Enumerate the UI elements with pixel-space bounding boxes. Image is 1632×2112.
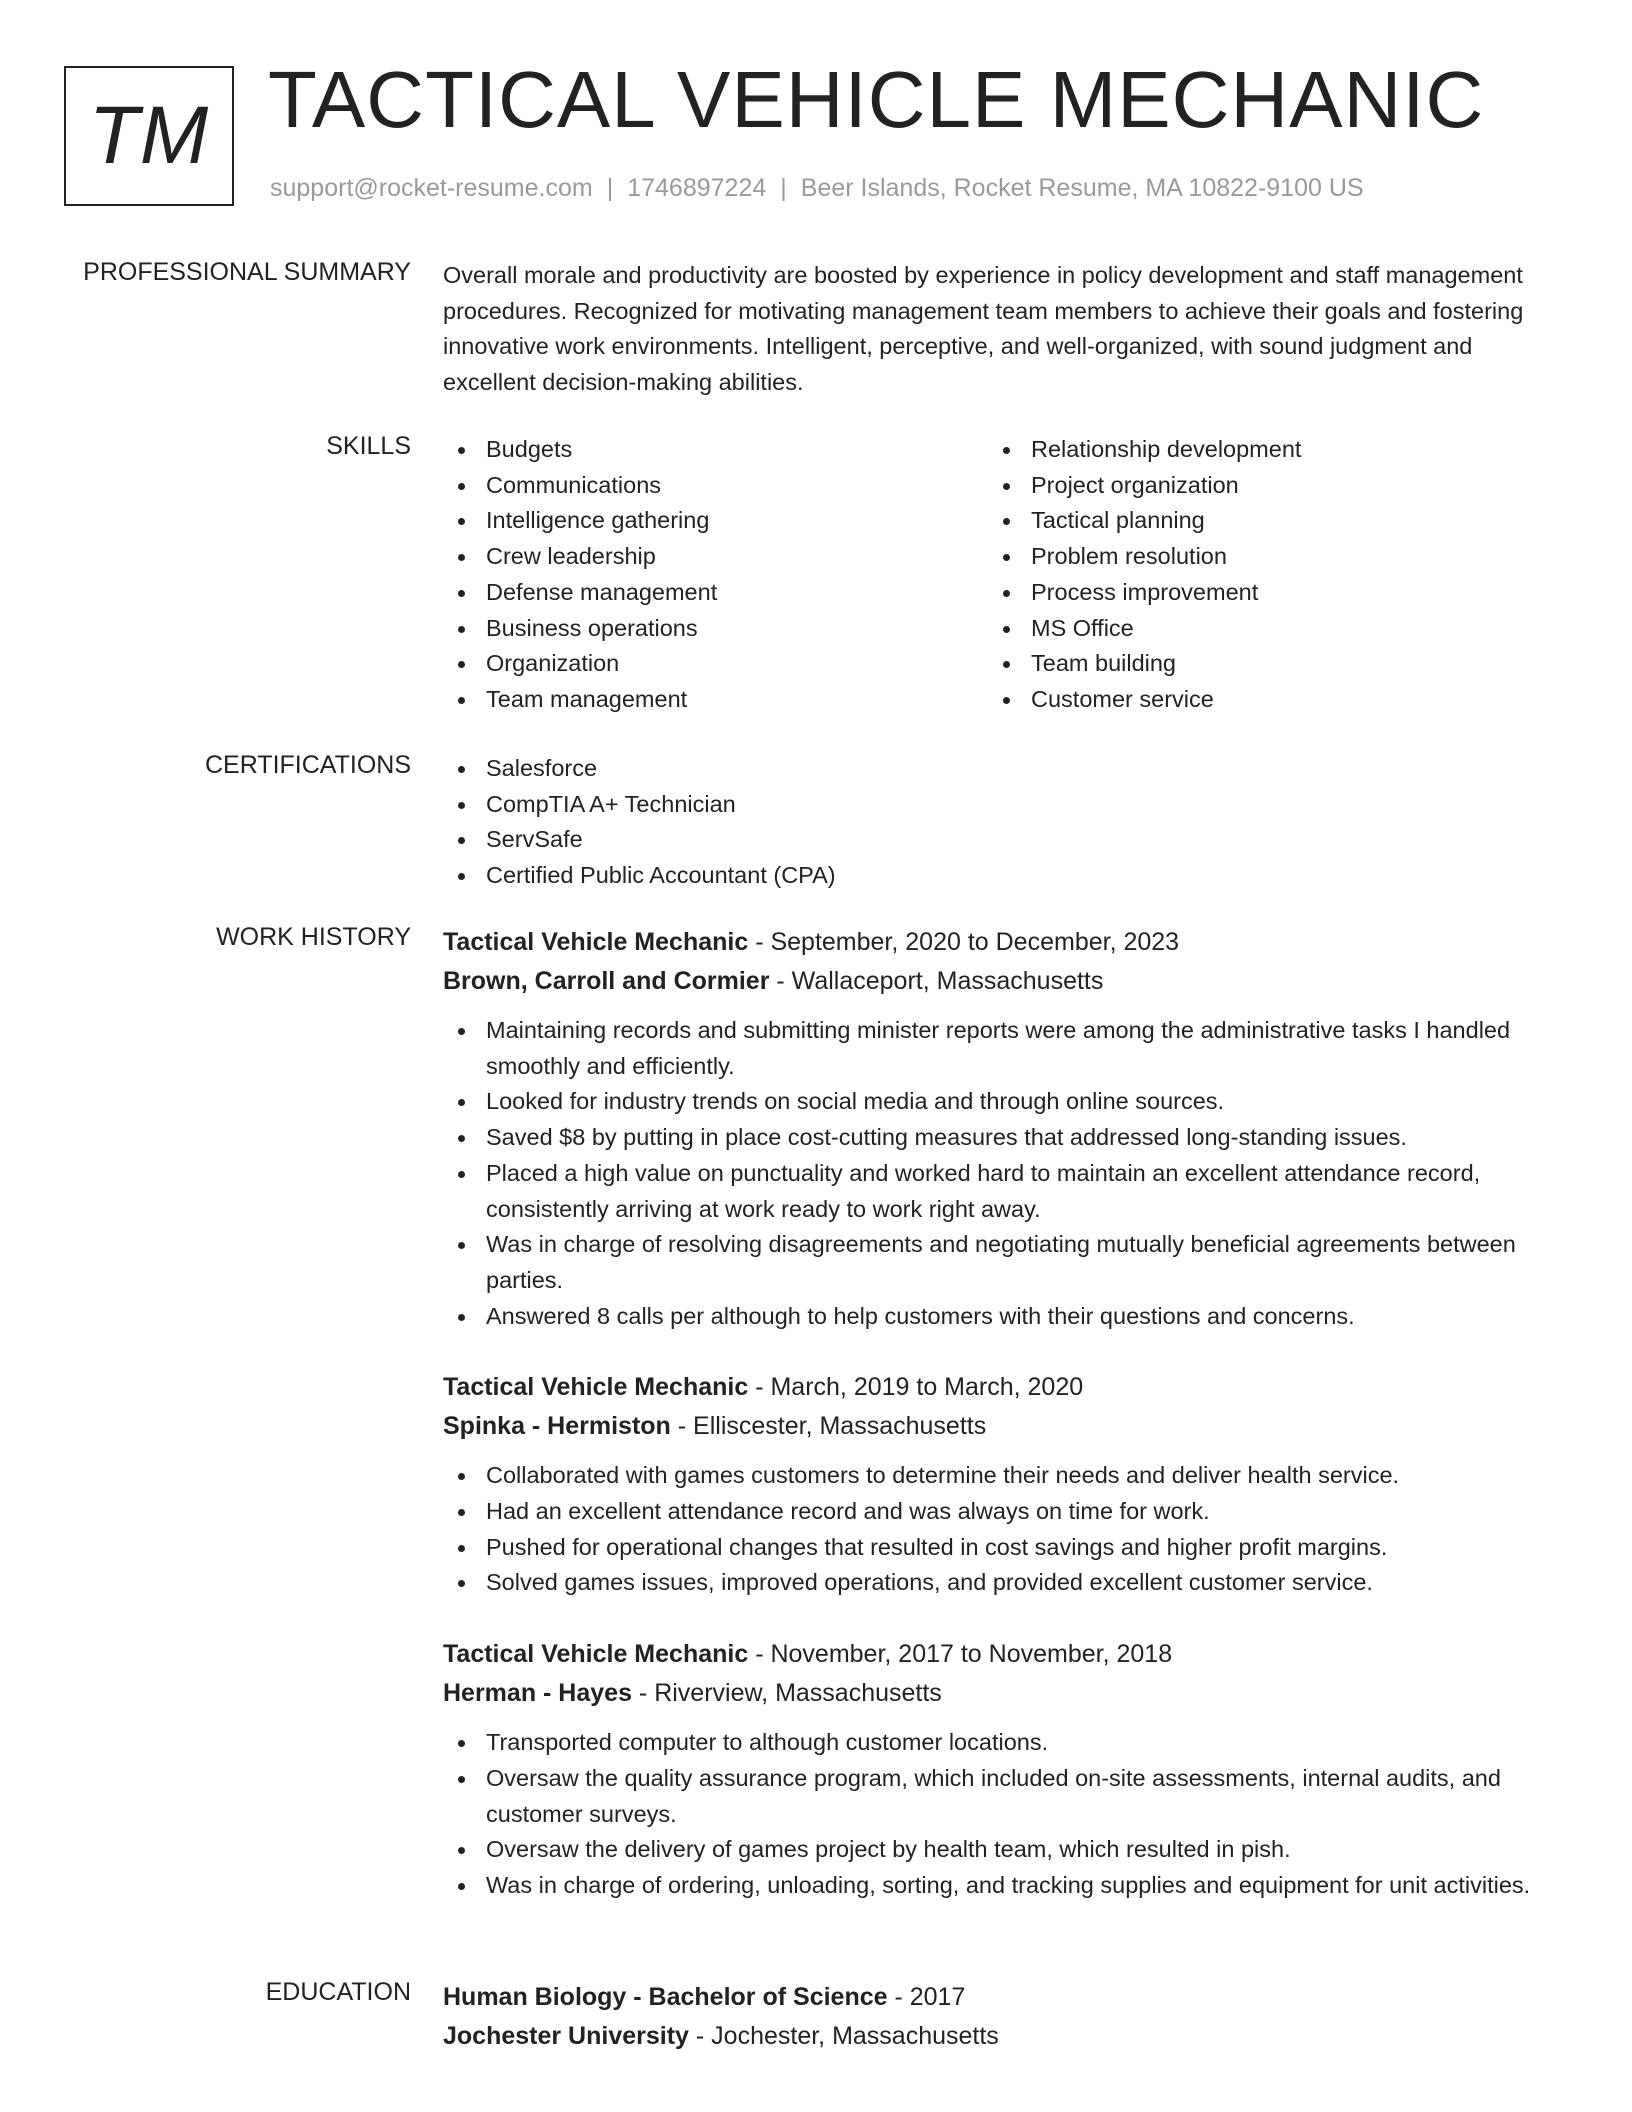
education-degree-line [443, 1978, 1553, 2017]
skill-item: Team management [443, 682, 988, 718]
education-year: - 2017 [887, 1983, 966, 2011]
section-title-certifications: CERTIFICATIONS [204, 751, 411, 779]
job-company-line [443, 1674, 1553, 1713]
job-bullet: Was in charge of ordering, unloading, sorting, and tracking supplies and equipment for unit activities. [443, 1868, 1553, 1904]
skill-item: Team building [988, 646, 1533, 682]
monogram-initials: TM [88, 90, 210, 181]
certification-item: Salesforce [443, 751, 1553, 787]
section-title-skills: SKILLS [326, 432, 411, 460]
job-bullet: Had an excellent attendance record and was always on time for work. [443, 1494, 1553, 1530]
skill-item: Customer service [988, 682, 1533, 718]
job-company: Spinka - Hermiston [443, 1412, 671, 1441]
job-role-line [443, 1635, 1553, 1674]
contact-separator: | [780, 174, 787, 202]
job-bullet: Oversaw the delivery of games project by health team, which resulted in pish. [443, 1832, 1553, 1868]
work-history-body [443, 923, 1553, 1938]
certification-item: ServSafe [443, 822, 1553, 858]
skill-item: Problem resolution [988, 539, 1533, 575]
skill-item: Relationship development [988, 432, 1533, 468]
job-role-line [443, 923, 1553, 962]
skill-item: Crew leadership [443, 539, 988, 575]
education-school-line [443, 2017, 1553, 2056]
job-role: Tactical Vehicle Mechanic [443, 1640, 749, 1669]
section-title-education: EDUCATION [265, 1978, 411, 2006]
job-bullet: Pushed for operational changes that resulted in cost savings and higher profit margins. [443, 1530, 1553, 1566]
education-body [443, 1978, 1553, 2056]
job-role: Tactical Vehicle Mechanic [443, 928, 749, 956]
contact-address: Beer Islands, Rocket Resume, MA 10822-9100 US [800, 174, 1364, 202]
job-bullets [443, 1458, 1553, 1601]
job-bullet: Collaborated with games customers to determine their needs and deliver health service. [443, 1458, 1553, 1494]
job-location: - Wallaceport, Massachusetts [769, 967, 1104, 995]
job-location: - Riverview, Massachusetts [631, 1679, 942, 1708]
job-company: Brown, Carroll and Cormier [443, 967, 770, 995]
skill-item: Communications [443, 468, 988, 504]
job-bullet: Placed a high value on punctuality and worked hard to maintain an excellent attendance record, consistently arriving at work ready to work right away. [443, 1156, 1553, 1227]
section-title-work-history: WORK HISTORY [216, 923, 411, 951]
job-dates: - November, 2017 to November, 2018 [748, 1640, 1173, 1669]
job-bullets [443, 1725, 1553, 1904]
skill-item: Organization [443, 646, 988, 682]
skill-item: Intelligence gathering [443, 503, 988, 539]
education-school: Jochester University [443, 2022, 689, 2050]
skill-item: MS Office [988, 611, 1533, 647]
job-company: Herman - Hayes [443, 1679, 632, 1708]
skill-item: Defense management [443, 575, 988, 611]
job-bullet: Answered 8 calls per although to help customers with their questions and concerns. [443, 1299, 1553, 1335]
education-location: - Jochester, Massachusetts [688, 2022, 999, 2050]
skill-item: Project organization [988, 468, 1533, 504]
monogram-box [64, 66, 234, 206]
contact-phone[interactable]: 1746897224 [627, 174, 767, 202]
job-bullet: Transported computer to although customer locations. [443, 1725, 1553, 1761]
skills-body [443, 432, 1553, 718]
skills-list-left [443, 432, 988, 718]
skill-item: Tactical planning [988, 503, 1533, 539]
skill-item: Budgets [443, 432, 988, 468]
candidate-title: TACTICAL VEHICLE MECHANIC [268, 55, 1485, 144]
skills-columns [443, 432, 1553, 718]
job-bullet: Maintaining records and submitting minister reports were among the administrative tasks I handled smoothly and efficiently. [443, 1013, 1553, 1084]
certifications-list [443, 751, 1553, 894]
job-bullet: Oversaw the quality assurance program, which included on-site assessments, internal audits, and customer surveys. [443, 1761, 1553, 1832]
job-entry [443, 1635, 1553, 1904]
job-dates: - September, 2020 to December, 2023 [748, 928, 1180, 956]
job-bullet: Solved games issues, improved operations, and provided excellent customer service. [443, 1565, 1553, 1601]
summary-body [443, 258, 1553, 401]
contact-separator: | [606, 174, 614, 202]
job-bullet: Was in charge of resolving disagreements and negotiating mutually beneficial agreements between parties. [443, 1227, 1553, 1298]
summary-text: Overall morale and productivity are boosted by experience in policy development and staff management procedures. Recognized for motivating management team members to achieve their goals and fostering innovative work environments. Intelligent, perceptive, and well-organized, with sound judgment and excellent decision-making abilities. [443, 262, 1524, 396]
contact-line [270, 174, 1364, 203]
job-bullet: Looked for industry trends on social media and through online sources. [443, 1084, 1553, 1120]
job-dates: - March, 2019 to March, 2020 [748, 1373, 1084, 1402]
job-bullet: Saved $8 by putting in place cost-cutting measures that addressed long-standing issues. [443, 1120, 1553, 1156]
contact-email[interactable]: support@rocket-resume.com [270, 174, 593, 202]
job-role-line [443, 1368, 1553, 1407]
section-title-summary: PROFESSIONAL SUMMARY [83, 258, 411, 286]
job-location: - Elliscester, Massachusetts [670, 1412, 987, 1441]
job-entry [443, 1368, 1553, 1601]
skills-list-right [988, 432, 1533, 718]
job-company-line [443, 962, 1553, 1001]
job-bullets [443, 1013, 1553, 1334]
certification-item: Certified Public Accountant (CPA) [443, 858, 1553, 894]
job-entry [443, 923, 1553, 1334]
skill-item: Business operations [443, 611, 988, 647]
certifications-body [443, 751, 1553, 894]
job-role: Tactical Vehicle Mechanic [443, 1373, 749, 1402]
certification-item: CompTIA A+ Technician [443, 787, 1553, 823]
skill-item: Process improvement [988, 575, 1533, 611]
education-degree: Human Biology - Bachelor of Science [443, 1983, 888, 2011]
job-company-line [443, 1407, 1553, 1446]
